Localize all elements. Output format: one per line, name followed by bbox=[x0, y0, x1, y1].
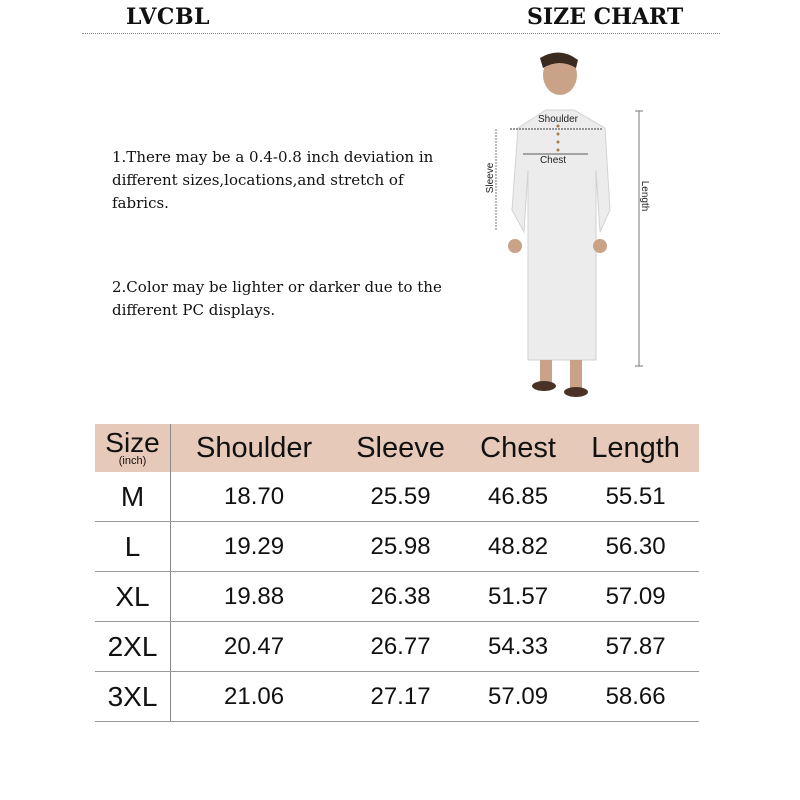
table-row bbox=[95, 622, 699, 672]
value-cell: 26.77 bbox=[337, 622, 464, 672]
brand-name: LVCBL bbox=[126, 4, 211, 30]
value-cell: 25.59 bbox=[337, 472, 464, 522]
value-cell: 55.51 bbox=[572, 472, 699, 522]
note-color: 2.Color may be lighter or darker due to the different PC displays. bbox=[112, 278, 442, 319]
value-cell: 54.33 bbox=[464, 622, 572, 672]
size-cell: M bbox=[95, 472, 171, 522]
size-cell: 2XL bbox=[95, 622, 171, 672]
size-cell: L bbox=[95, 522, 171, 572]
value-cell: 57.87 bbox=[572, 622, 699, 672]
size-cell: 3XL bbox=[95, 672, 171, 722]
value-cell: 51.57 bbox=[464, 572, 572, 622]
value-cell: 27.17 bbox=[337, 672, 464, 722]
value-cell: 26.38 bbox=[337, 572, 464, 622]
column-header: Sleeve bbox=[337, 424, 464, 472]
value-cell: 58.66 bbox=[572, 672, 699, 722]
size-cell: XL bbox=[95, 572, 171, 622]
value-cell: 19.88 bbox=[171, 572, 338, 622]
column-header: Chest bbox=[464, 424, 572, 472]
model-figure bbox=[470, 50, 670, 400]
unit-label: (inch) bbox=[118, 454, 147, 467]
page-title: SIZE CHART bbox=[527, 4, 684, 30]
divider bbox=[82, 33, 720, 34]
value-cell: 21.06 bbox=[171, 672, 338, 722]
value-cell: 56.30 bbox=[572, 522, 699, 572]
chest-label: Chest bbox=[539, 155, 567, 166]
value-cell: 46.85 bbox=[464, 472, 572, 522]
table-header-row bbox=[95, 424, 699, 472]
shoulder-label: Shoulder bbox=[537, 114, 579, 125]
size-table bbox=[95, 424, 699, 722]
value-cell: 20.47 bbox=[171, 622, 338, 672]
value-cell: 48.82 bbox=[464, 522, 572, 572]
robe bbox=[512, 110, 610, 360]
table-row bbox=[95, 572, 699, 622]
size-header bbox=[95, 424, 171, 472]
table-row bbox=[95, 522, 699, 572]
value-cell: 57.09 bbox=[464, 672, 572, 722]
table-row bbox=[95, 672, 699, 722]
value-cell: 19.29 bbox=[171, 522, 338, 572]
length-label: Length bbox=[639, 180, 650, 212]
value-cell: 57.09 bbox=[572, 572, 699, 622]
value-cell: 25.98 bbox=[337, 522, 464, 572]
column-header: Shoulder bbox=[171, 424, 338, 472]
size-header-label: Size bbox=[105, 426, 160, 458]
column-header: Length bbox=[572, 424, 699, 472]
table-row bbox=[95, 472, 699, 522]
sleeve-label: Sleeve bbox=[485, 162, 496, 194]
value-cell: 18.70 bbox=[171, 472, 338, 522]
note-deviation: 1.There may be a 0.4-0.8 inch deviation in different sizes,locations,and stretch of fabrics. bbox=[112, 148, 434, 212]
